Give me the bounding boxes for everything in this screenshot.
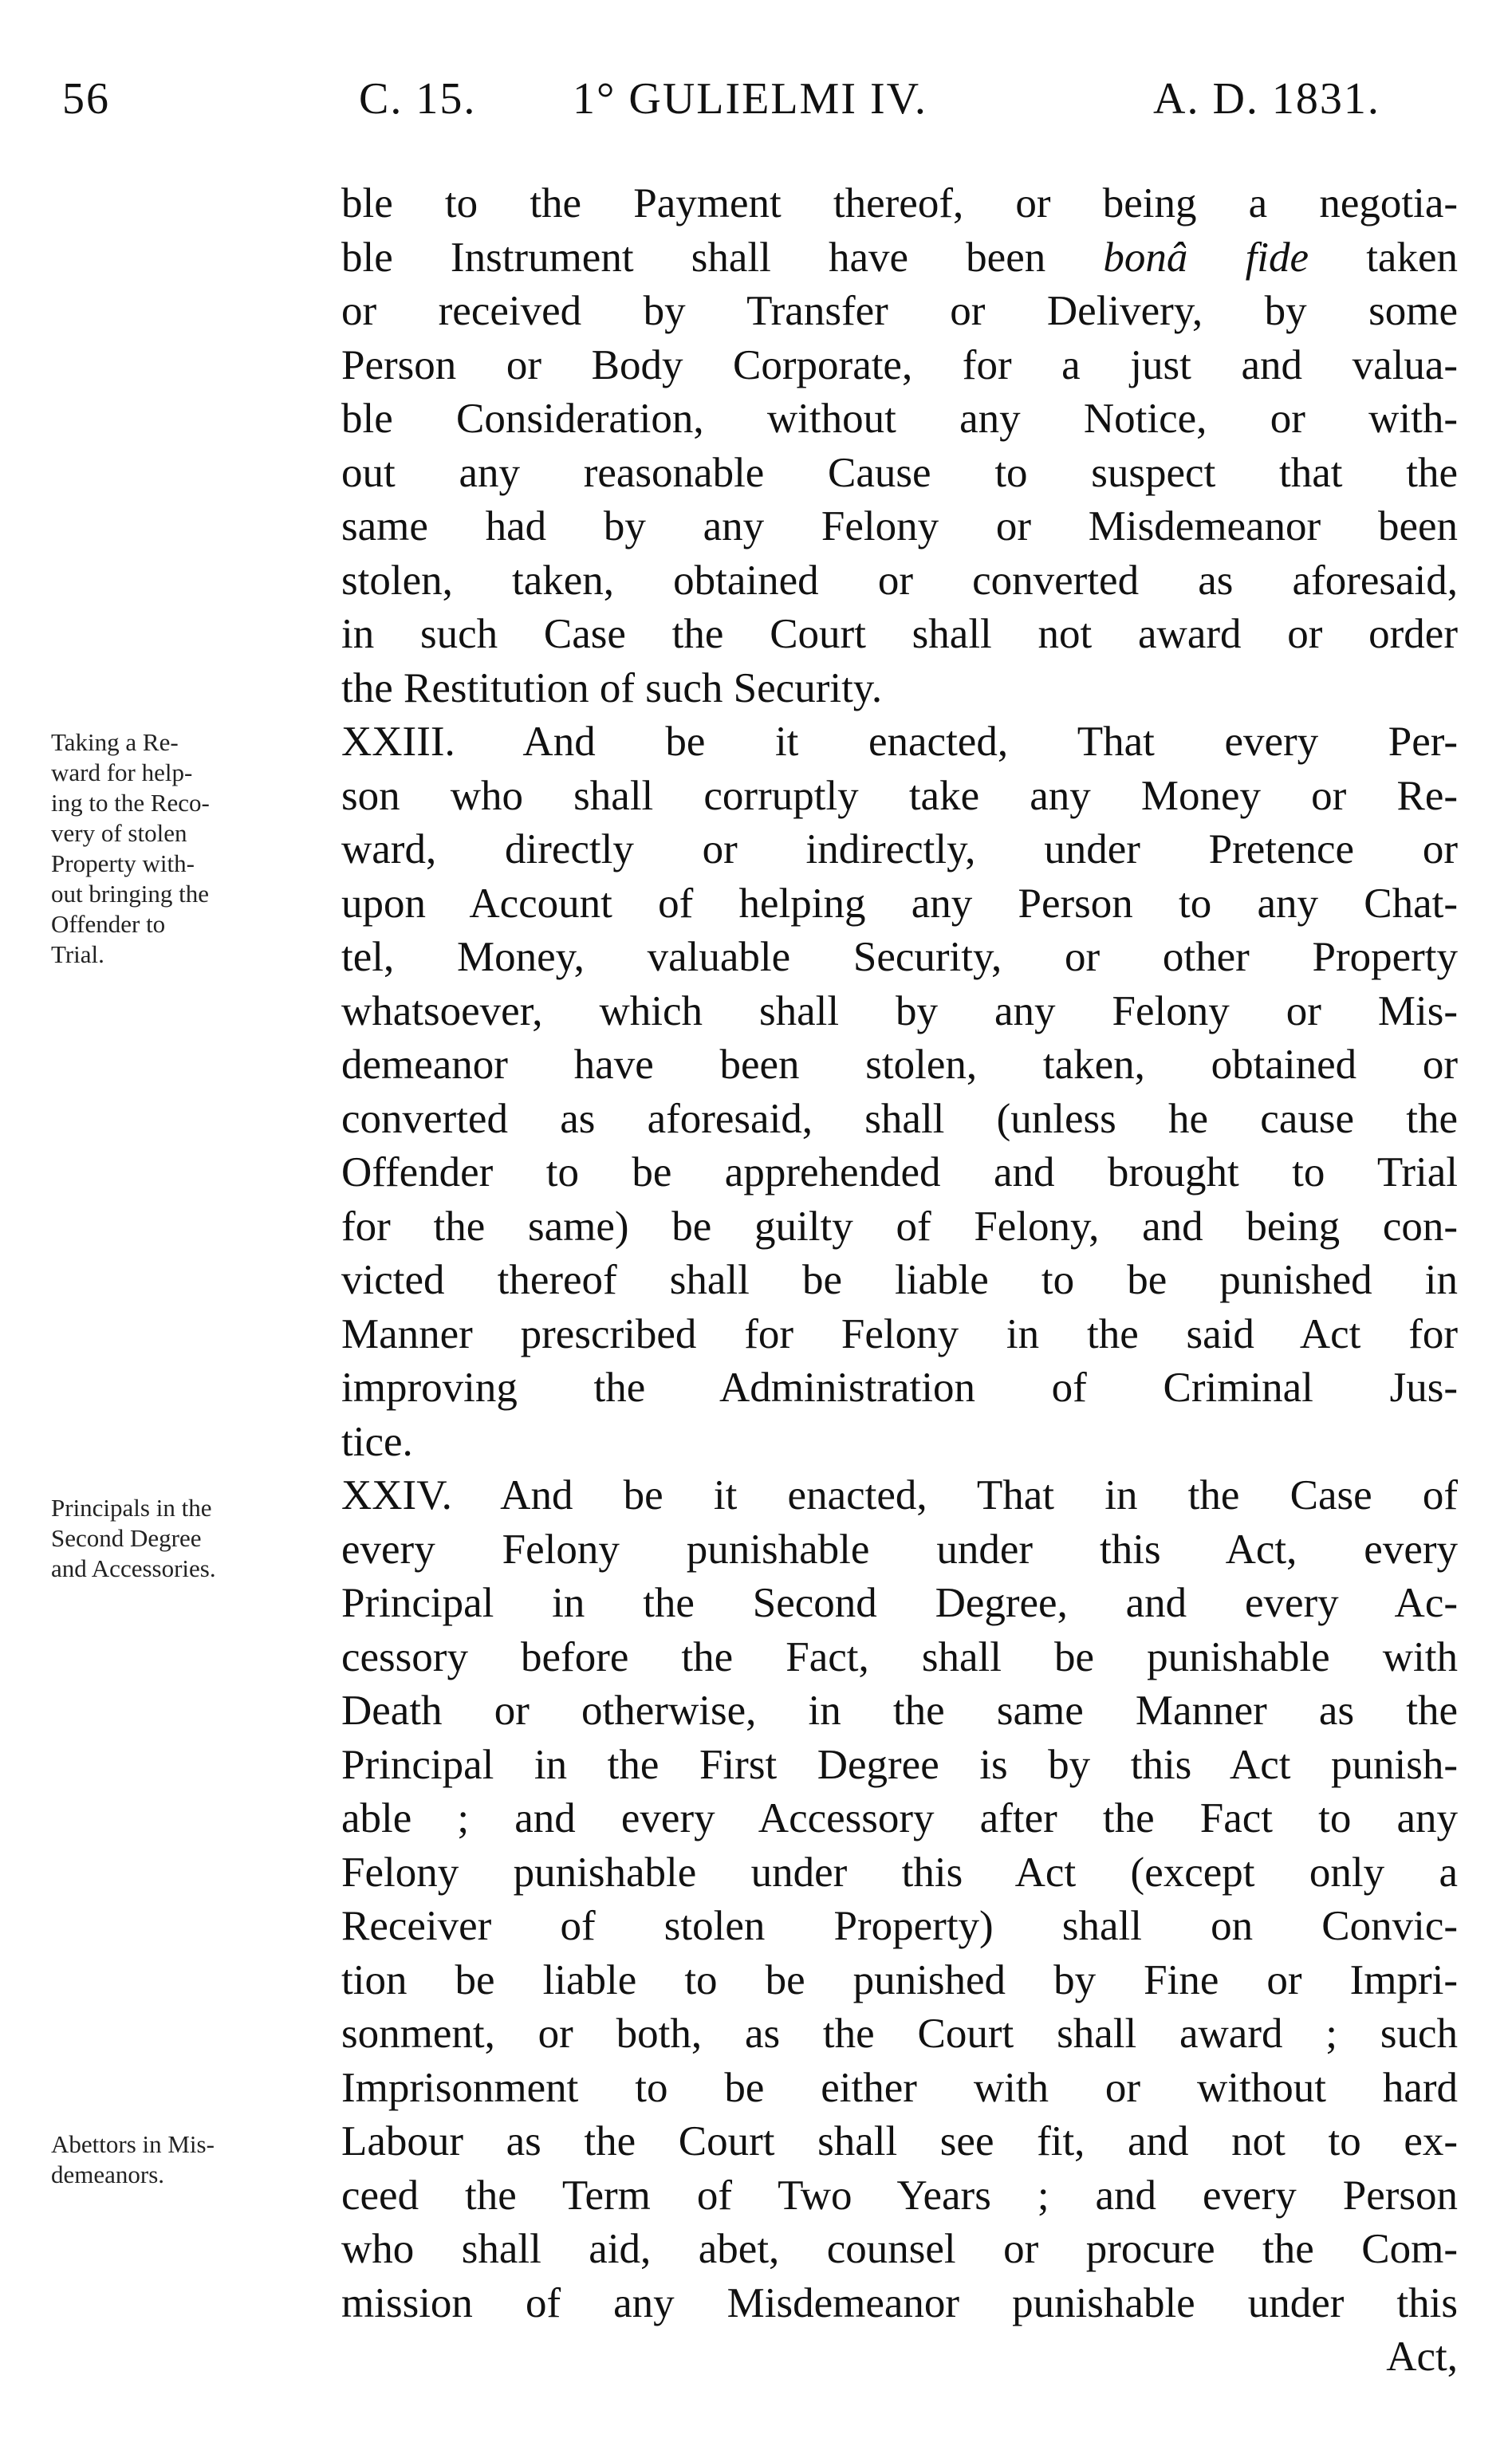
text-line: able ; and every Accessory after the Fact to any	[341, 1795, 1458, 1841]
text-line: Manner prescribed for Felony in the said Act for	[341, 1310, 1458, 1357]
margin-note-line: Trial.	[51, 940, 104, 968]
margin-note-line: Abettors in Mis-	[51, 2130, 215, 2158]
text-line: upon Account of helping any Person to any Chat-	[341, 880, 1458, 927]
text-line: Principal in the Second Degree, and every Ac-	[341, 1580, 1458, 1626]
chapter-number: C. 15.	[359, 74, 477, 124]
text-line: tice.	[341, 1418, 413, 1465]
text-line: improving the Administration of Criminal Jus-	[341, 1365, 1458, 1411]
margin-note-line: ing to the Reco-	[51, 789, 210, 817]
text-line: in such Case the Court shall not award or order	[341, 611, 1458, 657]
margin-note-line: and Accessories.	[51, 1554, 216, 1582]
text-line: converted as aforesaid, shall (unless he cause the	[341, 1095, 1458, 1142]
text-line: demeanor have been stolen, taken, obtained or	[341, 1042, 1458, 1088]
text-line: out any reasonable Cause to suspect that the	[341, 449, 1458, 496]
text-line: tion be liable to be punished by Fine or Impri-	[341, 1956, 1458, 2003]
text-line: who shall aid, abet, counsel or procure the Com-	[341, 2226, 1458, 2272]
margin-note-line: Offender to	[51, 910, 166, 938]
text-line: every Felony punishable under this Act, every	[341, 1526, 1458, 1573]
text-line: ble Consideration, without any Notice, or with-	[341, 396, 1458, 442]
text-line: Principal in the First Degree is by this Act punish-	[341, 1741, 1458, 1788]
margin-note-line: out bringing the	[51, 880, 210, 908]
anno-domini-year: A. D. 1831.	[1153, 74, 1380, 124]
text-line: Labour as the Court shall see fit, and not to ex-	[341, 2118, 1458, 2164]
catchword: Act,	[1386, 2334, 1458, 2380]
text-line: mission of any Misdemeanor punishable under this	[341, 2279, 1458, 2326]
text-line: the Restitution of such Security.	[341, 664, 883, 711]
margin-note-line: ward for help-	[51, 758, 193, 786]
text-line: Receiver of stolen Property) shall on Convic-	[341, 1903, 1458, 1949]
regnal-year: 1° GULIELMI IV.	[573, 74, 927, 124]
text-line: ble Instrument shall have been bonâ fide taken	[341, 234, 1458, 281]
margin-note-line: Taking a Re-	[51, 728, 179, 756]
margin-note-line: Second Degree	[51, 1524, 202, 1552]
page-number: 56	[62, 74, 110, 124]
margin-note-principals	[51, 1493, 330, 1584]
text-line: cessory before the Fact, shall be punishable with	[341, 1633, 1458, 1680]
text-line: Person or Body Corporate, for a just and valua-	[341, 341, 1458, 388]
margin-note-abettors	[51, 2129, 330, 2190]
margin-note-line: Principals in the	[51, 1494, 212, 1522]
text-line: Offender to be apprehended and brought to Trial	[341, 1149, 1458, 1195]
main-text	[341, 177, 1458, 2385]
section-xxiv-first-line: XXIV. And be it enacted, That in the Case of	[341, 1472, 1458, 1518]
text-line: son who shall corruptly take any Money or Re-	[341, 772, 1458, 819]
margin-note-line: demeanors.	[51, 2160, 165, 2188]
margin-note-line: Property with-	[51, 849, 195, 877]
margin-note-line: very of stolen	[51, 819, 187, 847]
text-line: ward, directly or indirectly, under Pretence or	[341, 826, 1458, 872]
latin-phrase: bonâ fide	[1103, 234, 1309, 281]
text-line: tel, Money, valuable Security, or other Property	[341, 934, 1458, 980]
text-line: same had by any Felony or Misdemeanor been	[341, 503, 1458, 549]
text-line: stolen, taken, obtained or converted as aforesaid,	[341, 557, 1458, 604]
section-xxiii-first-line: XXIII. And be it enacted, That every Per-	[341, 719, 1458, 765]
text-line: ble to the Payment thereof, or being a negotia-	[341, 180, 1458, 226]
text-line: Felony punishable under this Act (except only a	[341, 1849, 1458, 1896]
text-line: or received by Transfer or Delivery, by some	[341, 288, 1458, 334]
margin-note-reward-recovery	[51, 727, 330, 970]
text-line: whatsoever, which shall by any Felony or Mis-	[341, 987, 1458, 1034]
text-line: victed thereof shall be liable to be punished in	[341, 1257, 1458, 1303]
text-line: sonment, or both, as the Court shall award ; such	[341, 2011, 1458, 2057]
text-line: ceed the Term of Two Years ; and every Person	[341, 2172, 1458, 2219]
text-line: Death or otherwise, in the same Manner as the	[341, 1688, 1458, 1734]
text-line: for the same) be guilty of Felony, and being con-	[341, 1203, 1458, 1250]
running-header	[62, 73, 1466, 129]
text-line: Imprisonment to be either with or without hard	[341, 2064, 1458, 2111]
